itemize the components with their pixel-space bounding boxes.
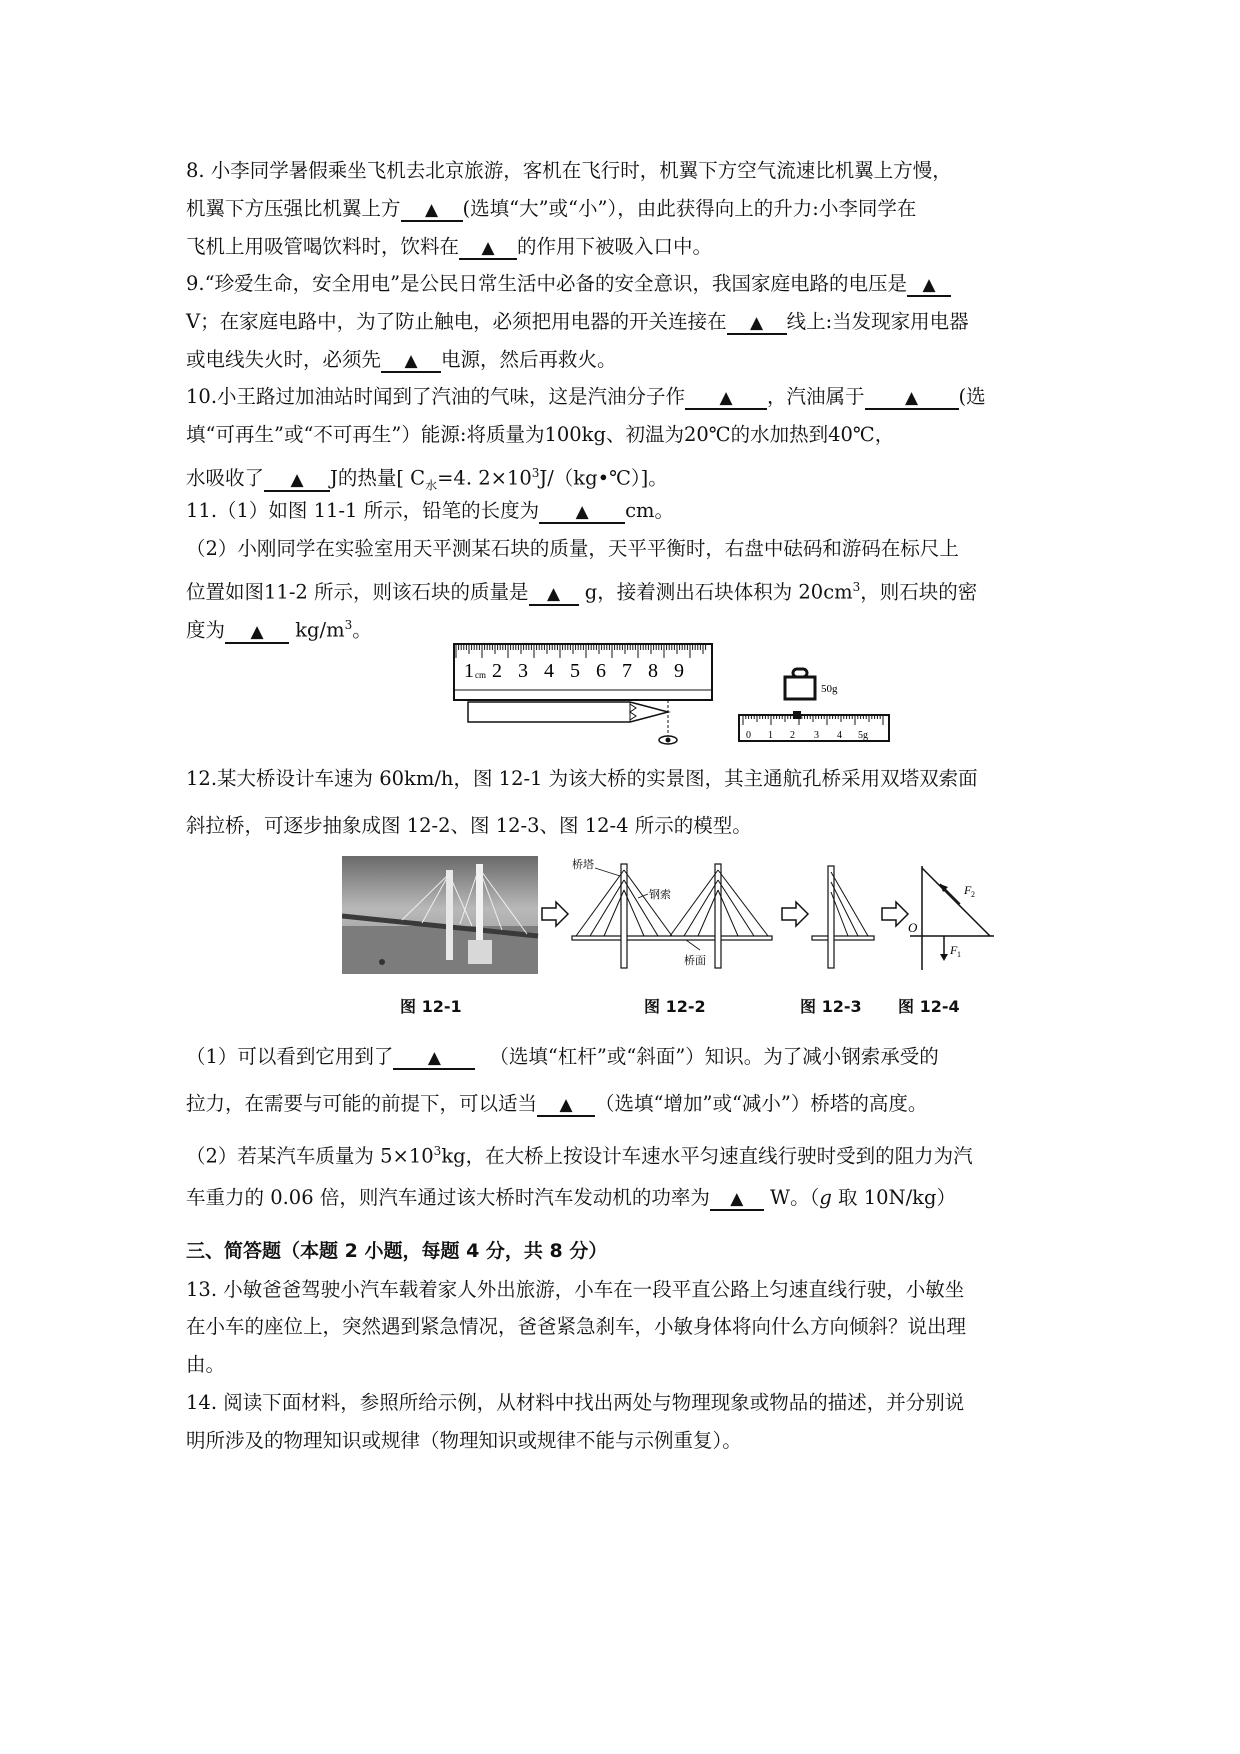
- ruler-digit: 5: [570, 660, 580, 682]
- answer-blank[interactable]: ▲: [529, 584, 579, 606]
- answer-blank[interactable]: ▲: [264, 470, 330, 492]
- ruler-digit: 9: [674, 660, 684, 682]
- q14-line-2: 明所涉及的物理知识或规律（物理知识或规律不能与示例重复）。: [186, 1429, 742, 1452]
- rider-marker: [793, 711, 801, 719]
- weight-icon: [785, 669, 815, 699]
- arrow-right-icon: [882, 902, 908, 926]
- scale-label: 4: [837, 730, 842, 741]
- answer-blank[interactable]: ▲: [401, 200, 463, 222]
- label-cable: 钢索: [649, 889, 671, 901]
- scale-label: 3: [814, 730, 819, 741]
- answer-blank[interactable]: ▲: [393, 1048, 475, 1070]
- q8-line-2: 机翼下方压强比机翼上方 ▲ (选填“大”或“小”），由此获得向上的升力:小李同学在: [186, 197, 917, 220]
- q12-line-2: 斜拉桥，可逐步抽象成图 12-2、图 12-3、图 12-4 所示的模型。: [186, 814, 752, 837]
- weight-label: 50g: [821, 683, 838, 695]
- answer-blank[interactable]: ▲: [459, 238, 517, 260]
- single-tower-model: [812, 866, 874, 968]
- scale-label: 0: [746, 730, 751, 741]
- scale-label: 1: [768, 730, 773, 741]
- scale-label: 5g: [858, 730, 868, 741]
- two-tower-model: [572, 864, 772, 968]
- figure-11-2-balance: [735, 665, 895, 747]
- q10-line-1: 10.小王路过加油站时闻到了汽油的气味，这是汽油分子作 ▲ ，汽油属于 ▲ (选: [186, 385, 986, 408]
- answer-blank[interactable]: ▲: [539, 502, 625, 524]
- answer-blank[interactable]: ▲: [727, 313, 787, 335]
- q11-line-1: 11.（1）如图 11-1 所示，铅笔的长度为 ▲ cm。: [186, 499, 675, 522]
- ruler-digit: 4: [544, 660, 554, 682]
- q12-part2-line-2: 车重力的 0.06 倍，则汽车通过该大桥时汽车发动机的功率为 ▲ W。（g 取 10N/kg）: [186, 1186, 956, 1209]
- ruler-digit: 8: [648, 660, 658, 682]
- caption-fig-12-4: 图 12-4: [898, 997, 960, 1016]
- label-f1-subscript: 1: [957, 950, 961, 959]
- label-f2-subscript: 2: [971, 890, 975, 899]
- caption-fig-12-2: 图 12-2: [644, 997, 706, 1016]
- q13-line-3: 由。: [186, 1353, 226, 1376]
- section-3-title: 三、简答题（本题 2 小题，每题 4 分，共 8 分）: [186, 1240, 608, 1262]
- q13-line-2: 在小车的座位上，突然遇到紧急情况，爸爸紧急刹车，小敏身体将向什么方向倾斜？说出理: [186, 1315, 967, 1338]
- q9-line-1: 9.“珍爱生命，安全用电”是公民日常生活中必备的安全意识，我国家庭电路的电压是 ▲: [186, 271, 951, 297]
- q12-part1-line-2: 拉力，在需要与可能的前提下，可以适当 ▲ （选填“增加”或“减小”）桥塔的高度。: [186, 1092, 928, 1115]
- q10-line-3: 水吸收了 ▲ J的热量[ $C_水=4$. $2\times 10^3J/(kg•℃)$]。: [186, 466, 668, 493]
- q11-line-2: （2）小刚同学在实验室用天平测某石块的质量，天平平衡时，右盘中砝码和游码在标尺上: [186, 537, 959, 560]
- figure-11-1-ruler: [450, 640, 720, 750]
- ruler-unit: cm: [475, 670, 486, 680]
- q9-line-3: 或电线失火时，必须先 ▲ 电源，然后再救火。: [186, 348, 617, 371]
- answer-blank[interactable]: ▲: [907, 275, 951, 297]
- q12-line-1: 12.某大桥设计车速为 60km/h，图 12-1 为该大桥的实景图，其主通航孔桥采用双塔双索面: [186, 767, 978, 790]
- answer-blank[interactable]: ▲: [710, 1189, 764, 1211]
- ruler-digit: 3: [518, 660, 528, 682]
- answer-blank[interactable]: ▲: [865, 388, 959, 410]
- q14-line-1: 14. 阅读下面材料，参照所给示例，从材料中找出两处与物理现象或物品的描述，并分别说: [186, 1391, 965, 1414]
- q11-line-4: 度为 ▲ $kg/m^3$。: [186, 618, 372, 642]
- figure-12-bridge-models: [342, 854, 1042, 978]
- ruler-digit: 7: [622, 660, 632, 682]
- q12-part1-line-1: （1）可以看到它用到了 ▲ （选填“杠杆”或“斜面”）知识。为了减小钢索承受的: [186, 1045, 939, 1068]
- q10-line-2: 填“可再生”或“不可再生”）能源:将质量为100kg、初温为20℃的水加热到40℃，: [186, 423, 895, 446]
- label-f2: F: [964, 883, 972, 897]
- answer-blank[interactable]: ▲: [685, 388, 767, 410]
- arrow-right-icon: [782, 902, 808, 926]
- ruler-digit: 2: [492, 660, 502, 682]
- q9-line-2: V；在家庭电路中，为了防止触电，必须把用电器的开关连接在 ▲ 线上:当发现家用电器: [186, 310, 969, 333]
- answer-blank[interactable]: ▲: [381, 351, 441, 373]
- label-deck: 桥面: [684, 955, 706, 967]
- caption-fig-12-1: 图 12-1: [400, 997, 462, 1016]
- q13-line-1: 13. 小敏爸爸驾驶小汽车载着家人外出旅游，小车在一段平直公路上匀速直线行驶，小敏坐: [186, 1278, 965, 1301]
- q12-part2-line-1: （2）若某汽车质量为 $5\times 10^3kg$，在大桥上按设计车速水平匀速直线行驶时受到的阻力为汽: [186, 1144, 973, 1168]
- caption-fig-12-3: 图 12-3: [800, 997, 862, 1016]
- q11-line-3: 位置如图11-2 所示，则该石块的质量是 ▲ g，接着测出石块体积为 $20cm^3$，则石块的密: [186, 580, 978, 604]
- scale-label: 2: [790, 730, 795, 741]
- arrow-right-icon: [542, 902, 568, 926]
- label-tower: 桥塔: [572, 859, 594, 871]
- q8-line-1: 8. 小李同学暑假乘坐飞机去北京旅游，客机在飞行时，机翼下方空气流速比机翼上方慢，: [186, 159, 952, 182]
- eye-icon: [659, 736, 677, 744]
- bridge-photo: [342, 856, 538, 974]
- label-pivot-o: O: [908, 920, 918, 935]
- pencil: [468, 702, 668, 722]
- ruler-digit: 1: [464, 660, 474, 682]
- answer-blank[interactable]: ▲: [225, 622, 289, 644]
- label-f1: F: [950, 943, 958, 957]
- ruler-digits: [464, 660, 684, 682]
- answer-blank[interactable]: ▲: [537, 1095, 595, 1117]
- q8-line-3: 飞机上用吸管喝饮料时，饮料在 ▲ 的作用下被吸入口中。: [186, 235, 713, 258]
- ruler-digit: 6: [596, 660, 606, 682]
